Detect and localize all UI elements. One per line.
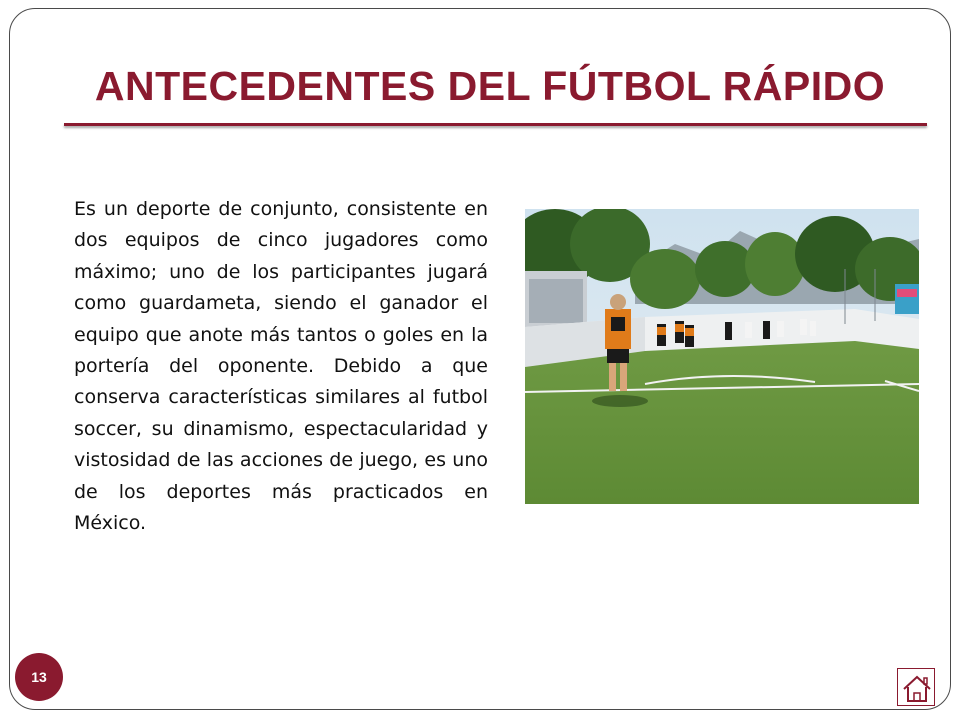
slide-body-text: Es un deporte de conjunto, consistente en dos equipos de cinco jugadores como máximo; uno de los participantes jugará como guardameta, siendo el ganador el equipo que anote más tantos o goles en la portería del oponente. Debido a que conserva características similares al futbol soccer, su dinamismo, espectacularidad y vistosidad de las acciones de juego, es uno de los deportes más practicados en México. bbox=[74, 198, 488, 535]
home-button[interactable] bbox=[897, 668, 935, 706]
home-icon bbox=[898, 669, 936, 707]
title-divider bbox=[64, 123, 927, 126]
soccer-field-photo bbox=[525, 209, 919, 504]
slide-title: ANTECEDENTES DEL FÚTBOL RÁPIDO bbox=[94, 63, 886, 109]
page-number-badge: 13 bbox=[15, 653, 63, 701]
